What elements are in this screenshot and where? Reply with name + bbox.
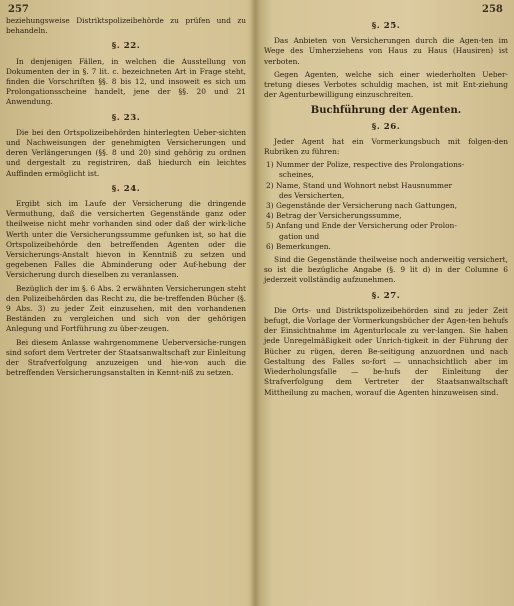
section-26-closing: Sind die Gegenstände theilweise noch anderweitig versichert, so ist die bezügliche Angabe (§. 9 lit d) in der Columne 6 jederzeit vollständig aufzunehmen. xyxy=(264,255,508,285)
section-27-heading: §. 27. xyxy=(371,290,401,301)
list-item-continuation: gation und xyxy=(279,231,320,241)
right-page-number: 258 xyxy=(482,4,503,15)
list-item: 1) Nummer der Polize, respective des Prolongations- xyxy=(266,160,465,170)
section-25-paragraph-2: Gegen Agenten, welche sich einer wiederholten Ueber-tretung dieses Verbotes schuldig machen, ist mit Ent-ziehung der Agenturbewilligung einzuschreiten. xyxy=(264,69,508,100)
section-23-text: Die bei den Ortspolizeibehörden hinterlegten Ueber-sichten und Nachweisungen der genehmigten Versicherungen und deren Verlängerungen (§§. 8 und 20) sind gehörig zu ordnen und dergestalt zu registriren, daß hiedurch ein leichtes Auffinden ermöglicht ist. xyxy=(6,127,246,178)
left-page-column xyxy=(6,16,246,382)
section-27-text: Die Orts- und Distriktspolizeibehörden sind zu jeder Zeit befugt, die Vorlage der Vormerkungsbücher der Agen-ten behufs der Einsichtnahme im Agenturlocale zu ver-langen. Sie haben jede Unregelmäßigkeit oder Unrich-tigkeit in der Führung der Bücher zu rügen, deren Be-seitigung anzuordnen und nach Gestaltung des Falles so-fort — unnachsichtlich aber im Wiederholungsfalle — be-hufs der Einleitung der Strafverfolgung dem Vertreter der Staatsanwaltschaft Mittheilung zu machen, worauf die Agenten hinzuweisen sind. xyxy=(264,305,508,397)
section-25-heading: §. 25. xyxy=(371,21,401,31)
section-24-paragraph-2: Bezüglich der im §. 6 Abs. 2 erwähnten Versicherungen steht den Polizeibehörden das Recht zu, die be-treffenden Bücher (§. 9 Abs. 3) zu jeder Zeit einzusehen, mit den vorhandenen Beständen zu vergleichen und sich von der gehörigen Anlegung und Fortführung zu über-zeugen. xyxy=(6,283,246,334)
list-item-continuation: des Versicherten, xyxy=(279,190,345,200)
section-26-rubric-list xyxy=(264,160,508,252)
section-23-heading: §. 23. xyxy=(111,112,141,123)
section-26-intro: Jeder Agent hat ein Vormerkungsbuch mit folgen-den Rubriken zu führen: xyxy=(264,136,508,157)
section-24-heading: §. 24. xyxy=(111,183,141,194)
list-item: 6) Bemerkungen. xyxy=(266,241,331,251)
section-24-paragraph-1: Ergibt sich im Laufe der Versicherung die dringende Vermuthung, daß die versicherten Gegenstände ganz oder theilweise nicht mehr vorhanden sind oder daß der wirk-liche Werth unter die Versicherungssumme gefunken ist, so hat die Ortspolizeibehörde den betreffenden Agenten oder die Versicherungs-Anstalt hievon in Kenntniß zu setzen und gegebenen Falles die Abminderung oder Auf-hebung der Versicherung durch dieselben zu veranlassen. xyxy=(6,199,246,280)
section-24-paragraph-3: Bei diesem Anlasse wahrgenommene Ueberversiche-rungen sind sofort dem Vertreter der Staatsanwaltschaft zur Einleitung der Strafverfolgung anzuzeigen und hie-von auch die betreffenden Versicherungsanstalten in Kennt-niß zu setzen. xyxy=(6,337,246,378)
book-gutter xyxy=(250,0,260,606)
list-item-continuation: scheines, xyxy=(279,170,314,180)
right-page-column xyxy=(264,16,508,401)
left-intro-paragraph: beziehungsweise Distriktspolizeibehörde zu prüfen und zu behandeln. xyxy=(6,16,246,36)
list-item: 2) Name, Stand und Wohnort nebst Hausnummer xyxy=(266,180,452,190)
section-title-bookkeeping: Buchführung der Agenten. xyxy=(310,105,462,117)
section-22-text: In denjenigen Fällen, in welchen die Ausstellung von Dokumenten der in §. 7 lit. c. bezeichneten Art in Frage steht, finden die Vorschriften §§. 8 bis 12, und insoweit es sich um Prolongationsscheine handelt, jene der §§. 20 und 21 Anwendung. xyxy=(6,56,246,107)
left-page-number: 257 xyxy=(8,4,29,15)
list-item: 3) Gegenstände der Versicherung nach Gattungen, xyxy=(266,201,457,211)
list-item: 4) Betrag der Versicherungssumme, xyxy=(266,211,402,221)
list-item: 5) Anfang und Ende der Versicherung oder Prolon- xyxy=(266,221,457,231)
section-25-paragraph-1: Das Anbieten von Versicherungen durch die Agen-ten im Wege des Umherziehens von Haus zu Haus (Hausiren) ist verboten. xyxy=(264,36,508,66)
section-22-heading: §. 22. xyxy=(111,41,141,52)
section-26-heading: §. 26. xyxy=(371,121,401,132)
